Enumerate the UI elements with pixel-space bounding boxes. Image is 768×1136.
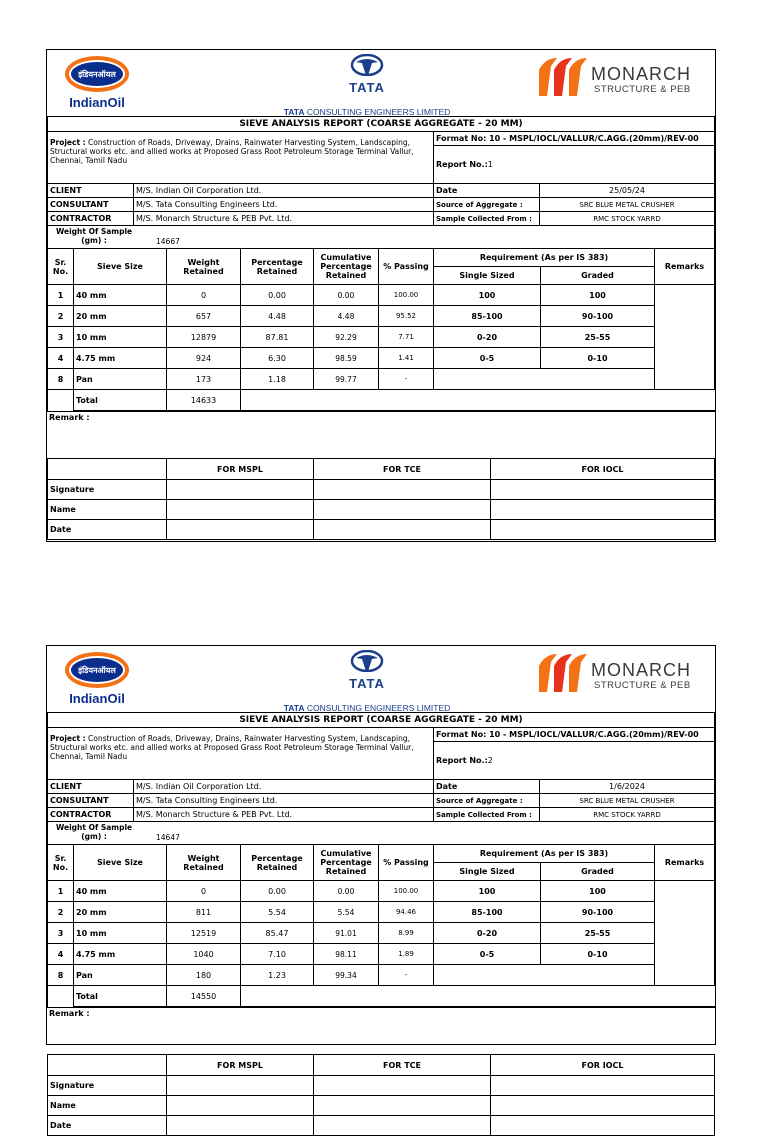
col-sieve: Sieve Size bbox=[74, 845, 167, 881]
cell-single: 85-100 bbox=[434, 306, 541, 327]
sieve-report-1 bbox=[46, 49, 716, 542]
cell-passing: 1.89 bbox=[379, 944, 434, 965]
cell-cum: 0.00 bbox=[314, 881, 379, 902]
cell-weight: 180 bbox=[167, 965, 241, 986]
cell-pct: 1.23 bbox=[241, 965, 314, 986]
remark-box: Remark : bbox=[47, 1007, 715, 1054]
report-info-table bbox=[47, 713, 715, 844]
cell-single: 0-5 bbox=[434, 348, 541, 369]
cell-passing: 100.00 bbox=[379, 881, 434, 902]
col-graded: Graded bbox=[541, 863, 655, 881]
for-iocl: FOR IOCL bbox=[491, 1055, 715, 1076]
col-passing: % Passing bbox=[379, 249, 434, 285]
cell-cum: 4.48 bbox=[314, 306, 379, 327]
tata-emblem-icon bbox=[350, 650, 384, 672]
signature-label: Signature bbox=[48, 1076, 167, 1096]
consultant-value: M/S. Tata Consulting Engineers Ltd. bbox=[134, 198, 434, 212]
col-single: Single Sized bbox=[434, 863, 541, 881]
cell-passing: 8.99 bbox=[379, 923, 434, 944]
col-pct: Percentage Retained bbox=[241, 249, 314, 285]
cell-cum: 98.59 bbox=[314, 348, 379, 369]
for-mspl: FOR MSPL bbox=[167, 459, 314, 480]
cell-graded: 25-55 bbox=[541, 327, 655, 348]
name-label: Name bbox=[48, 1096, 167, 1116]
col-weight: Weight Retained bbox=[167, 845, 241, 881]
indianoil-logo: इंडियनऑयल IndianOil bbox=[63, 56, 131, 110]
sieve-table bbox=[47, 248, 715, 411]
source-value: SRC BLUE METAL CRUSHER bbox=[540, 794, 715, 808]
sample-value: RMC STOCK YARRD bbox=[540, 808, 715, 822]
cell-single bbox=[434, 369, 655, 390]
sample-value: RMC STOCK YARRD bbox=[540, 212, 715, 226]
col-weight: Weight Retained bbox=[167, 249, 241, 285]
cell-sr: 2 bbox=[48, 306, 74, 327]
cell-single: 85-100 bbox=[434, 902, 541, 923]
date-sign-label: Date bbox=[48, 1116, 167, 1136]
date-value: 1/6/2024 bbox=[540, 780, 715, 794]
cell-single: 0-20 bbox=[434, 327, 541, 348]
cell-graded: 25-55 bbox=[541, 923, 655, 944]
col-cum: Cumulative Percentage Retained bbox=[314, 845, 379, 881]
signature-table bbox=[47, 1054, 715, 1136]
cell-weight: 12879 bbox=[167, 327, 241, 348]
cell-single: 100 bbox=[434, 285, 541, 306]
cell-weight: 12519 bbox=[167, 923, 241, 944]
col-remarks: Remarks bbox=[655, 249, 715, 285]
for-iocl: FOR IOCL bbox=[491, 459, 715, 480]
cell-weight: 0 bbox=[167, 285, 241, 306]
col-sieve: Sieve Size bbox=[74, 249, 167, 285]
sieve-table bbox=[47, 844, 715, 1007]
cell-sr: 3 bbox=[48, 923, 74, 944]
monarch-logo: MONARCH STRUCTURE & PEB bbox=[537, 652, 713, 692]
cell-weight: 1040 bbox=[167, 944, 241, 965]
for-tce: FOR TCE bbox=[314, 459, 491, 480]
cell-passing: 7.71 bbox=[379, 327, 434, 348]
cell-cum: 91.01 bbox=[314, 923, 379, 944]
cell-sieve: Pan bbox=[74, 369, 167, 390]
col-single: Single Sized bbox=[434, 267, 541, 285]
client-value: M/S. Indian Oil Corporation Ltd. bbox=[134, 184, 434, 198]
cell-weight: 657 bbox=[167, 306, 241, 327]
cell-pct: 6.30 bbox=[241, 348, 314, 369]
table-row bbox=[48, 369, 715, 390]
source-value: SRC BLUE METAL CRUSHER bbox=[540, 198, 715, 212]
tata-logo: TATA TATA CONSULTING ENGINEERS LIMITED bbox=[282, 54, 452, 117]
cell-graded: 100 bbox=[541, 285, 655, 306]
col-cum: Cumulative Percentage Retained bbox=[314, 249, 379, 285]
report-number: Report No.:1 bbox=[434, 146, 715, 184]
cell-pct: 0.00 bbox=[241, 881, 314, 902]
cell-sr: 8 bbox=[48, 965, 74, 986]
cell-pct: 0.00 bbox=[241, 285, 314, 306]
cell-cum: 98.11 bbox=[314, 944, 379, 965]
name-label: Name bbox=[48, 500, 167, 520]
cell-cum: 92.29 bbox=[314, 327, 379, 348]
remark-box: Remark : bbox=[47, 411, 715, 458]
cell-cum: 99.77 bbox=[314, 369, 379, 390]
cell-sieve: 40 mm bbox=[74, 881, 167, 902]
project-cell: Project : Construction of Roads, Driveway, Drains, Rainwater Harvesting System, Landscaping, Structural works etc. and allied works at Proposed Grass Root Petroleum Storage Terminal Vallur, Chennai, Tamil Nadu bbox=[48, 728, 434, 780]
col-req: Requirement (As per IS 383) bbox=[434, 845, 655, 863]
contractor-value: M/S. Monarch Structure & PEB Pvt. Ltd. bbox=[134, 808, 434, 822]
cell-pct: 1.18 bbox=[241, 369, 314, 390]
cell-cum: 99.34 bbox=[314, 965, 379, 986]
total-label: Total bbox=[74, 986, 167, 1007]
cell-sieve: 10 mm bbox=[74, 923, 167, 944]
table-row bbox=[48, 944, 715, 965]
cell-graded: 100 bbox=[541, 881, 655, 902]
cell-sr: 1 bbox=[48, 881, 74, 902]
cell-weight: 173 bbox=[167, 369, 241, 390]
contractor-value: M/S. Monarch Structure & PEB Pvt. Ltd. bbox=[134, 212, 434, 226]
col-passing: % Passing bbox=[379, 845, 434, 881]
report-header bbox=[47, 646, 715, 713]
cell-passing: - bbox=[379, 965, 434, 986]
cell-weight: 0 bbox=[167, 881, 241, 902]
consultant-label: CONSULTANT bbox=[48, 794, 134, 808]
table-row bbox=[48, 327, 715, 348]
total-label: Total bbox=[74, 390, 167, 411]
client-label: CLIENT bbox=[48, 184, 134, 198]
source-label: Source of Aggregate : bbox=[434, 198, 540, 212]
cell-sieve: 40 mm bbox=[74, 285, 167, 306]
report-number: Report No.:2 bbox=[434, 742, 715, 780]
cell-pct: 4.48 bbox=[241, 306, 314, 327]
col-req: Requirement (As per IS 383) bbox=[434, 249, 655, 267]
table-row bbox=[48, 881, 715, 902]
source-label: Source of Aggregate : bbox=[434, 794, 540, 808]
monarch-emblem-icon bbox=[537, 652, 597, 692]
report-header bbox=[47, 50, 715, 117]
sieve-report-2 bbox=[46, 645, 716, 1130]
format-number: Format No: 10 - MSPL/IOCL/VALLUR/C.AGG.(20mm)/REV-00 bbox=[434, 132, 715, 146]
sample-label: Sample Collected From : bbox=[434, 808, 540, 822]
cell-single: 0-5 bbox=[434, 944, 541, 965]
date-label: Date bbox=[434, 184, 540, 198]
contractor-label: CONTRACTOR bbox=[48, 808, 134, 822]
weight-of-sample: Weight Of Sample (gm) : 14647 bbox=[48, 822, 715, 845]
cell-sieve: 20 mm bbox=[74, 306, 167, 327]
client-value: M/S. Indian Oil Corporation Ltd. bbox=[134, 780, 434, 794]
table-row bbox=[48, 923, 715, 944]
client-label: CLIENT bbox=[48, 780, 134, 794]
consultant-label: CONSULTANT bbox=[48, 198, 134, 212]
date-value: 25/05/24 bbox=[540, 184, 715, 198]
table-row bbox=[48, 306, 715, 327]
cell-single bbox=[434, 965, 655, 986]
cell-sieve: 4.75 mm bbox=[74, 348, 167, 369]
cell-sieve: 20 mm bbox=[74, 902, 167, 923]
table-row bbox=[48, 348, 715, 369]
cell-pct: 87.81 bbox=[241, 327, 314, 348]
signature-table bbox=[47, 458, 715, 540]
cell-passing: 94.46 bbox=[379, 902, 434, 923]
report-title: SIEVE ANALYSIS REPORT (COARSE AGGREGATE - 20 MM) bbox=[48, 117, 715, 132]
report-info-table bbox=[47, 117, 715, 248]
cell-single: 100 bbox=[434, 881, 541, 902]
signature-label: Signature bbox=[48, 480, 167, 500]
col-sr: Sr. No. bbox=[48, 845, 74, 881]
format-number: Format No: 10 - MSPL/IOCL/VALLUR/C.AGG.(20mm)/REV-00 bbox=[434, 728, 715, 742]
cell-sieve: 4.75 mm bbox=[74, 944, 167, 965]
sample-label: Sample Collected From : bbox=[434, 212, 540, 226]
table-row bbox=[48, 285, 715, 306]
cell-passing: 95.52 bbox=[379, 306, 434, 327]
table-row bbox=[48, 902, 715, 923]
monarch-logo: MONARCH STRUCTURE & PEB bbox=[537, 56, 713, 96]
total-value: 14633 bbox=[167, 390, 241, 411]
cell-sr: 1 bbox=[48, 285, 74, 306]
col-sr: Sr. No. bbox=[48, 249, 74, 285]
project-cell: Project : Construction of Roads, Driveway, Drains, Rainwater Harvesting System, Landscaping, Structural works etc. and allied works at Proposed Grass Root Petroleum Storage Terminal Vallur, Chennai, Tamil Nadu bbox=[48, 132, 434, 184]
remarks-cell bbox=[655, 881, 715, 986]
remarks-cell bbox=[655, 285, 715, 390]
indianoil-logo: इंडियनऑयल IndianOil bbox=[63, 652, 131, 706]
cell-graded: 0-10 bbox=[541, 944, 655, 965]
date-label: Date bbox=[434, 780, 540, 794]
cell-sr: 3 bbox=[48, 327, 74, 348]
for-tce: FOR TCE bbox=[314, 1055, 491, 1076]
consultant-value: M/S. Tata Consulting Engineers Ltd. bbox=[134, 794, 434, 808]
col-pct: Percentage Retained bbox=[241, 845, 314, 881]
weight-of-sample: Weight Of Sample (gm) : 14667 bbox=[48, 226, 715, 249]
cell-sr: 8 bbox=[48, 369, 74, 390]
cell-weight: 811 bbox=[167, 902, 241, 923]
cell-passing: 100.00 bbox=[379, 285, 434, 306]
report-title: SIEVE ANALYSIS REPORT (COARSE AGGREGATE - 20 MM) bbox=[48, 713, 715, 728]
cell-passing: - bbox=[379, 369, 434, 390]
table-row bbox=[48, 965, 715, 986]
cell-pct: 5.54 bbox=[241, 902, 314, 923]
cell-sr: 2 bbox=[48, 902, 74, 923]
cell-sr: 4 bbox=[48, 944, 74, 965]
date-sign-label: Date bbox=[48, 520, 167, 540]
cell-single: 0-20 bbox=[434, 923, 541, 944]
cell-sr: 4 bbox=[48, 348, 74, 369]
cell-weight: 924 bbox=[167, 348, 241, 369]
col-remarks: Remarks bbox=[655, 845, 715, 881]
cell-pct: 85.47 bbox=[241, 923, 314, 944]
contractor-label: CONTRACTOR bbox=[48, 212, 134, 226]
tata-emblem-icon bbox=[350, 54, 384, 76]
for-mspl: FOR MSPL bbox=[167, 1055, 314, 1076]
total-value: 14550 bbox=[167, 986, 241, 1007]
col-graded: Graded bbox=[541, 267, 655, 285]
cell-sieve: Pan bbox=[74, 965, 167, 986]
cell-pct: 7.10 bbox=[241, 944, 314, 965]
cell-sieve: 10 mm bbox=[74, 327, 167, 348]
cell-graded: 90-100 bbox=[541, 306, 655, 327]
cell-cum: 5.54 bbox=[314, 902, 379, 923]
monarch-emblem-icon bbox=[537, 56, 597, 96]
cell-cum: 0.00 bbox=[314, 285, 379, 306]
cell-graded: 0-10 bbox=[541, 348, 655, 369]
tata-logo: TATA TATA CONSULTING ENGINEERS LIMITED bbox=[282, 650, 452, 713]
cell-passing: 1.41 bbox=[379, 348, 434, 369]
cell-graded: 90-100 bbox=[541, 902, 655, 923]
